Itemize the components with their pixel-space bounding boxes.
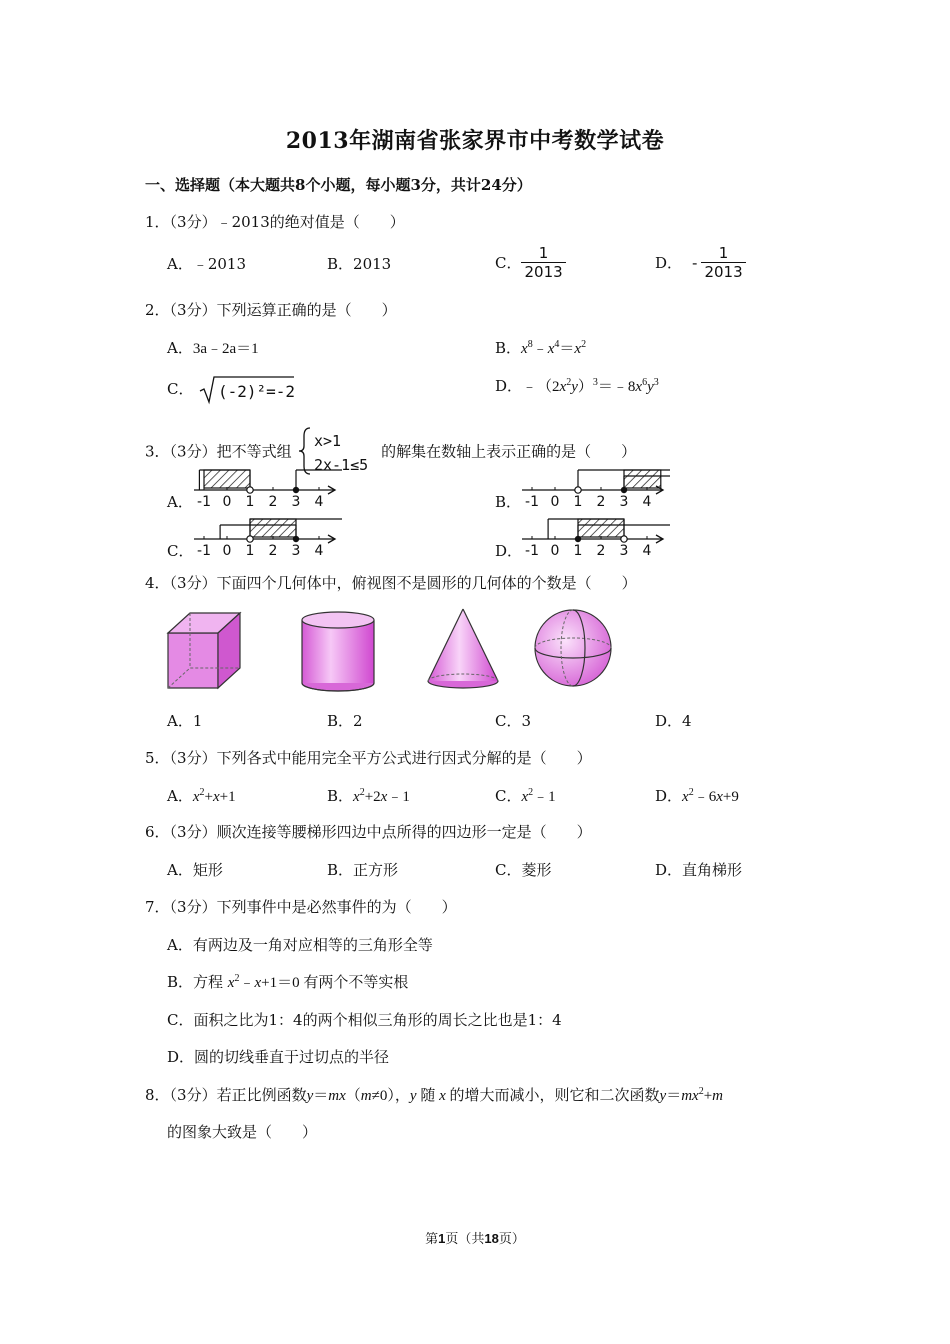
page-footer <box>0 1228 950 1247</box>
footer-post: 页） <box>498 1232 525 1247</box>
q1-d-sign: - <box>692 253 698 272</box>
axis-tick-label: 3 <box>619 494 629 510</box>
q2-option-a <box>167 337 259 358</box>
q3-number-line-b <box>520 464 670 510</box>
axis-tick-label: 4 <box>642 494 652 510</box>
axis-tick-label: 4 <box>314 494 324 510</box>
q8-stem-rest: 的增大而减小，则它和二次函数 <box>449 1086 660 1104</box>
q6-option-a: A．矩形 <box>167 861 223 879</box>
axis-tick-label: 1 <box>245 543 255 559</box>
q2-option-c-label: C． <box>167 380 194 398</box>
q7-option-b: B．方程 $x^2﹣x+1=0$ 有两个不等实根 <box>167 973 409 991</box>
closed-point <box>575 536 581 542</box>
q2-a-expression: 3a﹣2a＝1 <box>192 341 259 357</box>
q1-option-a: A．﹣2013 <box>167 255 247 273</box>
q2-d-expression: $﹣(2x^2y)^3=﹣8x^6y^3$ <box>522 377 659 395</box>
q1-option-d <box>655 244 746 281</box>
q5-option-d: D．$x^2﹣6x+9$ <box>655 787 739 805</box>
q1-option-b: B．2013 <box>327 255 392 273</box>
axis-tick-label: 1 <box>573 494 583 510</box>
q6-option-b: B．正方形 <box>327 861 399 879</box>
footer-mid: 页（共 <box>445 1232 485 1247</box>
q5-option-a: A．$x^2+x+1$ <box>167 787 236 805</box>
q4-option-d: D．4 <box>655 712 692 730</box>
q7-stem: 7．（3分）下列事件中是必然事件的为（ ） <box>145 898 457 916</box>
q5-option-d-label: D． <box>655 787 683 805</box>
q1-c-denominator: 2013 <box>521 262 565 281</box>
q5-option-a-label: A． <box>167 787 193 805</box>
closed-point <box>621 487 627 493</box>
cone-icon <box>428 609 498 688</box>
axis-tick-label: 1 <box>573 543 583 559</box>
axis-tick-label: 0 <box>222 543 232 559</box>
q4-option-a: A．1 <box>167 712 203 730</box>
q1-option-c <box>495 244 566 281</box>
axis-tick-label: -1 <box>197 543 211 559</box>
axis-tick-label: 3 <box>291 543 301 559</box>
axis-tick-label: -1 <box>525 494 539 510</box>
axis-tick-label: -1 <box>197 494 211 510</box>
open-point <box>621 536 627 542</box>
q8-stem-line1: 8．（3分）若正比例函数y＝mx（m≠0），y 随 x 的增大而减小，则它和二次函数$y=mx^2+m$ <box>145 1086 724 1104</box>
q3-option-b-label: B． <box>495 493 522 511</box>
q1-option-c-label: C． <box>495 254 522 272</box>
section-heading: 一、选择题（本大题共8个小题，每小题3分，共计24分） <box>145 176 532 194</box>
q7-option-d: D．圆的切线垂直于过切点的半径 <box>167 1048 390 1066</box>
open-point <box>575 487 581 493</box>
hatched-region <box>624 470 661 488</box>
q2-c-radical-text: (-2)²=-2 <box>218 382 296 401</box>
q6-stem: 6．（3分）顺次连接等腰梯形四边中点所得的四边形一定是（ ） <box>145 823 592 841</box>
closed-point <box>293 487 299 493</box>
q4-option-c: C．3 <box>495 712 532 730</box>
q1-fraction-d <box>701 244 745 281</box>
axis-tick-label: 4 <box>642 543 652 559</box>
q5-option-c: C．$x^2﹣1$ <box>495 787 556 805</box>
footer-total-pages: 18 <box>484 1231 499 1246</box>
axis-tick-label: 3 <box>291 494 301 510</box>
q5-option-c-label: C． <box>495 787 522 805</box>
axis-tick-label: 2 <box>268 494 278 510</box>
q8-stem-comma: ， <box>394 1086 410 1104</box>
q3-option-c-label: C． <box>167 542 194 560</box>
axis-tick-label: 2 <box>268 543 278 559</box>
footer-page-number: 1 <box>438 1231 446 1246</box>
q6-option-d: D．直角梯形 <box>655 861 743 879</box>
q2-b-expression: $x^8﹣x^4=x^2$ <box>521 339 587 357</box>
axis-tick-label: 1 <box>245 494 255 510</box>
hatched-region <box>250 519 296 537</box>
q2-c-radical <box>198 375 323 405</box>
axis-tick-label: 2 <box>596 543 606 559</box>
axis-tick-label: 0 <box>222 494 232 510</box>
hatched-region <box>578 519 624 537</box>
q3-number-line-d <box>520 513 670 559</box>
q8-stem-pre: 8．（3分）若正比例函数 <box>145 1086 307 1104</box>
q1-d-denominator: 2013 <box>701 262 745 281</box>
q3-option-d-label: D． <box>495 542 523 560</box>
q3-stem-post: 的解集在数轴上表示正确的是（ ） <box>381 442 637 461</box>
q5-stem: 5．（3分）下列各式中能用完全平方公式进行因式分解的是（ ） <box>145 749 592 767</box>
q2-option-d-label: D． <box>495 377 523 395</box>
q7-option-b-pre: B．方程 <box>167 973 228 991</box>
q3-number-line-c <box>192 513 342 559</box>
axis-tick-label: 4 <box>314 543 324 559</box>
q4-stem: 4．（3分）下面四个几何体中，俯视图不是圆形的几何体的个数是（ ） <box>145 574 637 592</box>
axis-tick-label: -1 <box>525 543 539 559</box>
q3-stem-pre: 3．（3分）把不等式组 <box>145 442 292 461</box>
q3-option-a-label: A． <box>167 493 193 511</box>
q5-option-b: B．$x^2+2x﹣1$ <box>327 787 410 805</box>
hatched-region <box>204 470 250 488</box>
q2-option-a-label: A． <box>167 339 193 357</box>
open-point <box>247 487 253 493</box>
q3-system-line1: x>1 <box>314 432 342 450</box>
q1-fraction-c <box>521 244 565 281</box>
q1-option-d-label: D． <box>655 254 683 272</box>
q2-stem: 2．（3分）下列运算正确的是（ ） <box>145 301 397 319</box>
open-point <box>247 536 253 542</box>
q2-option-c <box>167 375 323 405</box>
cylinder-icon <box>302 612 374 691</box>
axis-tick-label: 0 <box>550 543 560 559</box>
q2-option-b-label: B． <box>495 339 522 357</box>
page-title: 2013年湖南省张家界市中考数学试卷 <box>285 128 665 154</box>
cube-icon <box>168 613 240 688</box>
q1-stem: 1．（3分）﹣2013的绝对值是（ ） <box>145 213 405 231</box>
q5-option-b-label: B． <box>327 787 354 805</box>
q2-option-d <box>495 375 659 396</box>
q7-option-c: C．面积之比为1：4的两个相似三角形的周长之比也是1：4 <box>167 1011 562 1029</box>
q8-stem-line2: 的图象大致是（ ） <box>167 1123 318 1141</box>
q1-c-numerator: 1 <box>538 244 549 262</box>
q4-option-b: B．2 <box>327 712 363 730</box>
closed-point <box>293 536 299 542</box>
q4-solids-figure <box>160 603 640 698</box>
q3-number-line-a <box>192 464 342 510</box>
axis-tick-label: 0 <box>550 494 560 510</box>
q2-option-b <box>495 337 586 358</box>
q7-option-a: A．有两边及一角对应相等的三角形全等 <box>167 936 433 954</box>
q3-system-line2: 2x-1≤5 <box>314 456 369 474</box>
q6-option-c: C．菱形 <box>495 861 552 879</box>
footer-pre: 第 <box>425 1232 439 1247</box>
axis-tick-label: 3 <box>619 543 629 559</box>
q8-stem-sui: 随 <box>420 1086 436 1104</box>
axis-tick-label: 2 <box>596 494 606 510</box>
q1-d-numerator: 1 <box>718 244 729 262</box>
q7-option-b-post: 有两个不等实根 <box>303 973 409 991</box>
sphere-icon <box>535 610 611 686</box>
